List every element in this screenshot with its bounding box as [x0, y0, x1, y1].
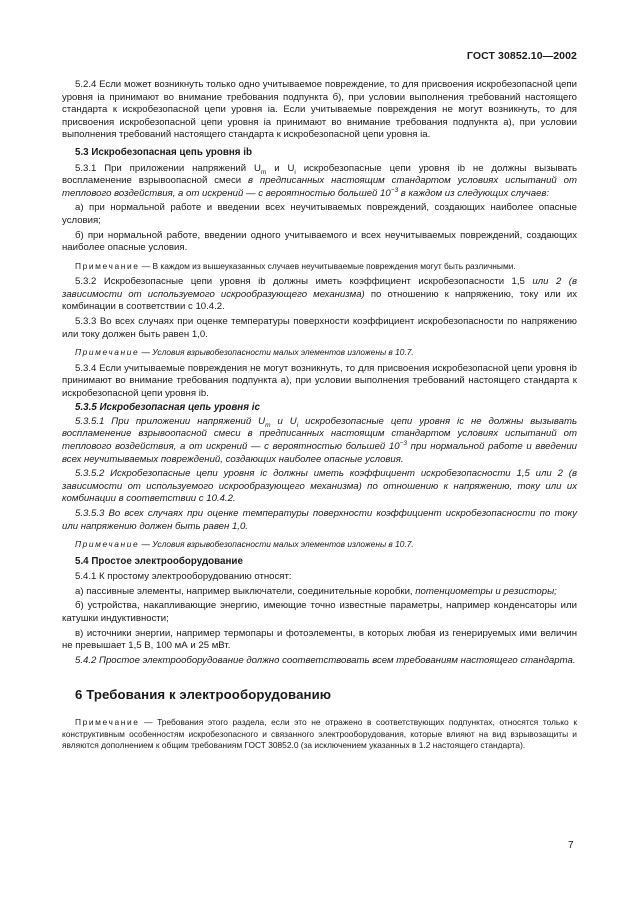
clause-5-4-2: 5.4.2 Простое электрооборудование должно соответствовать всем требованиям настоящего стандарта.	[75, 654, 576, 666]
clause-5-3-5-2: 5.3.5.2 Искробезопасные цепи уровня ic должны иметь коэффициент искробезопасности 1,5 или 2 (в зависимости от используемого искрообразующего механизма) по отношению к напряжению, току или их комбинации в соответствии с 10.4.2.	[62, 468, 577, 505]
heading-5-4: 5.4 Простое электрооборудование	[75, 555, 243, 567]
note-3: Примечание — Условия взрывобезопасности малых элементов изложены в 10.7.	[75, 539, 414, 550]
note-2: Примечание — Условия взрывобезопасности малых элементов изложены в 10.7.	[75, 347, 414, 358]
section-6-title: 6 Требования к электрооборудованию	[75, 687, 332, 703]
clause-5-3-1-item-b: б) при нормальной работе, введении одного учитываемого и всех неучитываемых повреждений, создающих наиболее опасные условия.	[62, 229, 577, 254]
clause-5-3-1-item-a: а) при нормальной работе и введении всех неучитываемых повреждений, создающих наиболее опасные условия;	[62, 202, 577, 226]
note-1: Примечание — В каждом из вышеуказанных случаев неучитываемые повреждения могут быть различными.	[75, 260, 516, 271]
clause-5-4-1-item-c: в) источники энергии, например термопары и фотоэлементы, в которых любая из генерируемых ими величин не превышает 1,5 В, 100 мА и 25 мВт.	[62, 627, 577, 652]
note-4: Примечание — Требования этого раздела, если это не отражено в соответствующих подпунктах, относятся только к конструктивным особенностям искробезопасного и связанного электрооборудования, которые влияют на вид взрывозащиты и являются дополнением к общим требованиям ГОСТ 30852.0 (за исключением указанных в 1.2 настоящего стандарта).	[62, 717, 577, 751]
clause-5-3-5-3: 5.3.5.3 Во всех случаях при оценке температуры поверхности коэффициент искробезопасности по току или напряжению должен быть равен 1,0.	[62, 508, 577, 532]
clause-5-3-4: 5.3.4 Если учитываемые повреждения не могут возникнуть, то для присвоения искробезопасной цепи уровня ib принимают во внимание требования подпункта а), при условии выполнения требований настоящего стандарта к искробезопасной цепи уровня ib.	[62, 362, 577, 399]
clause-5-3-5-1: 5.3.5.1 При приложении напряжений $U_m$ и $U_i$ искробезопасные цепи уровня ic не должны вызывать воспламенение взрывоопасной смеси в предписанных настоящим стандартом условиях испытаний от теплового воздействия, а от искрений — с вероятностью большей $10^{-3}$ при нормальной работе и введении всех неучитываемых повреждений, создающих наиболее опасные условия.	[62, 415, 578, 465]
clause-5-3-3: 5.3.3 Во всех случаях при оценке температуры поверхности коэффициент искробезопасности по напряжению или току должен быть равен 1,0.	[62, 315, 577, 340]
clause-5-3-2: 5.3.2 Искробезопасные цепи уровня ib должны иметь коэффициент искробезопасности 1,5 или 2 (в зависимости от используемого искрообразующего механизма) по отношению к напряжению, току или их комбинации в соответствии с 10.4.2.	[62, 276, 577, 313]
clause-5-2-4: 5.2.4 Если может возникнуть только одно учитываемое повреждение, то для присвоения искробезопасной цепи уровня ia принимают во внимание требования подпункта б), при условии выполнения требований настоящего стандарта к искробезопасной цепи уровня ia. Если учитываемые повреждения не могут возникнуть, то для присвоения искробезопасной цепи уровня ia принимают во внимание требования подпункта а), при условии выполнения требований настоящего стандарта к искробезопасной цепи уровня ia.	[62, 79, 577, 141]
clause-5-3-1: 5.3.1 При приложении напряжений $U_m$ и $U_i$ искробезопасные цепи уровня ib не должны вызывать воспламенение взрывоопасной смеси в предписанных настоящим стандартом условиях испытаний от теплового воздействия, а от искрений — с вероятностью большей $10^{-3}$ в каждом из следующих случаев:	[62, 162, 578, 199]
page-number: 7	[568, 840, 574, 851]
standard-header: ГОСТ 30852.10—2002	[466, 50, 577, 62]
page-content	[62, 79, 577, 756]
heading-5-3-5: 5.3.5 Искробезопасная цепь уровня ic	[75, 402, 260, 414]
clause-5-4-1-item-a: а) пассивные элементы, например выключатели, соединительные коробки, потенциометры и резисторы;	[75, 585, 557, 597]
clause-5-4-1: 5.4.1 К простому электрооборудованию относят:	[75, 571, 292, 583]
heading-5-3: 5.3 Искробезопасная цепь уровня ib	[75, 146, 252, 158]
clause-5-4-1-item-b: б) устройства, накапливающие энергию, имеющие точно известные параметры, например конденсаторы или катушки индуктивности;	[62, 600, 577, 624]
